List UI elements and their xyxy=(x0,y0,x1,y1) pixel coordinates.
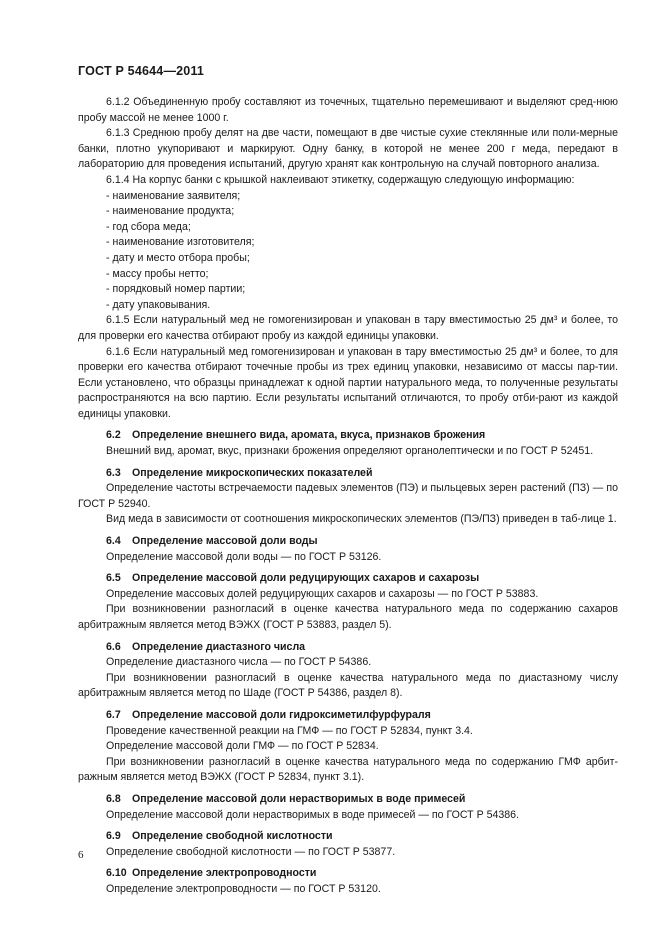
section-heading-6-2 xyxy=(78,428,618,444)
section-number: 6.10 xyxy=(106,867,127,880)
section-title: Определение внешнего вида, аромата, вкуса, признаков брожения xyxy=(132,429,486,442)
paragraph: Определение массовых долей редуцирующих сахаров и сахарозы — по ГОСТ Р 53883. xyxy=(106,587,539,600)
section-heading-6-5 xyxy=(78,571,618,587)
paragraph: Определение частоты встречаемости падевых элементов (ПЭ) и пыльцевых зерен растений (ПЗ) — по ГОСТ Р 52940. xyxy=(78,482,618,510)
section-number: 6.2 xyxy=(106,429,121,442)
paragraph: Определение массовой доли ГМФ — по ГОСТ Р 52834. xyxy=(106,740,379,753)
section-title: Определение микроскопических показателей xyxy=(132,466,373,479)
section-number: 6.4 xyxy=(106,535,121,548)
paragraph-6-1-6: 6.1.6 Если натуральный мед гомогенизирован и упакован в тару вместимостью 25 дм³ и более, то для проверки его качества отбирают точечные пробы из трех единиц упаковки, независимо от массы пар-тии. Если установлено, что образцы принадлежат к одной партии натурального меда, то полученные результаты распространяются на всю партию. Если результаты испытаний отличаются, то пробу отби-рают из каждой единицы упаковки. xyxy=(78,345,618,420)
list-item: - порядковый номер партии; xyxy=(106,283,246,296)
section-number: 6.7 xyxy=(106,708,121,721)
page-number: 6 xyxy=(78,849,84,861)
section-title: Определение электропроводности xyxy=(132,867,317,880)
list-item: - наименование изготовителя; xyxy=(106,236,255,249)
section-heading-6-10 xyxy=(78,866,618,882)
list-item: - массу пробы нетто; xyxy=(106,267,209,280)
section-heading-6-7 xyxy=(78,708,618,724)
document-body xyxy=(78,95,618,898)
section-title: Определение массовой доли редуцирующих сахаров и сахарозы xyxy=(132,572,480,585)
section-number: 6.8 xyxy=(106,792,121,805)
list-item: - наименование продукта; xyxy=(106,205,235,218)
section-heading-6-3 xyxy=(78,466,618,482)
label-info-list xyxy=(78,189,618,314)
paragraph: Определение массовой доли нерастворимых в воде примесей — по ГОСТ Р 54386. xyxy=(106,808,520,821)
paragraph-6-1-4: 6.1.4 На корпус банки с крышкой наклеивают этикетку, содержащую следующую информацию: xyxy=(106,173,575,186)
section-number: 6.9 xyxy=(106,830,121,843)
paragraph: Внешний вид, аромат, вкус, признаки брожения определяют органолептически и по ГОСТ Р 52451. xyxy=(106,445,594,458)
list-item: - дату и место отбора пробы; xyxy=(106,251,250,264)
section-heading-6-4 xyxy=(78,534,618,550)
paragraph: Вид меда в зависимости от соотношения микроскопических элементов (ПЭ/ПЗ) приведен в таб-лице 1. xyxy=(106,513,617,526)
section-number: 6.5 xyxy=(106,572,121,585)
paragraph: При возникновении разногласий в оценке качества натурального меда по диастазному числу арбитражным является метод по Шаде (ГОСТ Р 54386, раздел 8). xyxy=(78,671,618,700)
section-title: Определение массовой доли нерастворимых в воде примесей xyxy=(132,792,466,805)
paragraph: Определение электропроводности — по ГОСТ Р 53120. xyxy=(106,882,381,895)
section-title: Определение диастазного числа xyxy=(132,640,306,653)
paragraph: При возникновении разногласий в оценке качества натурального меда по содержанию сахаров арбитражным является метод ВЭЖХ (ГОСТ Р 53883, раздел 5). xyxy=(78,603,618,631)
list-item: - дату упаковывания. xyxy=(106,298,211,311)
section-number: 6.6 xyxy=(106,640,121,653)
document-header: ГОСТ Р 54644—2011 xyxy=(78,64,205,78)
paragraph-6-1-3: 6.1.3 Среднюю пробу делят на две части, помещают в две чистые сухие стеклянные или поли-мерные банки, плотно укупоривают и маркируют. Одну банку, в которой не менее 200 г меда, передают в лабораторию для проведения испытаний, другую хранят как контрольную на случай повторного анализа. xyxy=(78,127,618,171)
paragraph-6-1-5: 6.1.5 Если натуральный мед не гомогенизирован и упакован в тару вместимостью 25 дм³ и более, то для проверки его качества отбирают пробу из каждой единицы упаковки. xyxy=(78,314,618,342)
paragraph: Определение массовой доли воды — по ГОСТ Р 53126. xyxy=(106,550,382,563)
paragraph: При возникновении разногласий в оценке качества натурального меда по содержанию ГМФ арбит-ражным является метод ВЭЖХ (ГОСТ Р 52834, пункт 3.1). xyxy=(78,755,618,784)
section-title: Определение массовой доли гидроксиметилфурфураля xyxy=(132,708,431,721)
section-title: Определение массовой доли воды xyxy=(132,535,318,548)
section-heading-6-6 xyxy=(78,640,618,656)
section-heading-6-8 xyxy=(78,792,618,808)
paragraph: Проведение качественной реакции на ГМФ — по ГОСТ Р 52834, пункт 3.4. xyxy=(106,724,473,737)
section-heading-6-9 xyxy=(78,829,618,845)
paragraph: Определение диастазного числа — по ГОСТ Р 54386. xyxy=(106,656,372,669)
list-item: - год сбора меда; xyxy=(106,220,191,233)
section-title: Определение свободной кислотности xyxy=(132,830,333,843)
section-number: 6.3 xyxy=(106,466,121,479)
paragraph: Определение свободной кислотности — по ГОСТ Р 53877. xyxy=(106,845,396,858)
paragraph-6-1-2: 6.1.2 Объединенную пробу составляют из точечных, тщательно перемешивают и выделяют сред-нюю пробу массой не менее 1000 г. xyxy=(78,96,618,124)
list-item: - наименование заявителя; xyxy=(106,189,241,202)
